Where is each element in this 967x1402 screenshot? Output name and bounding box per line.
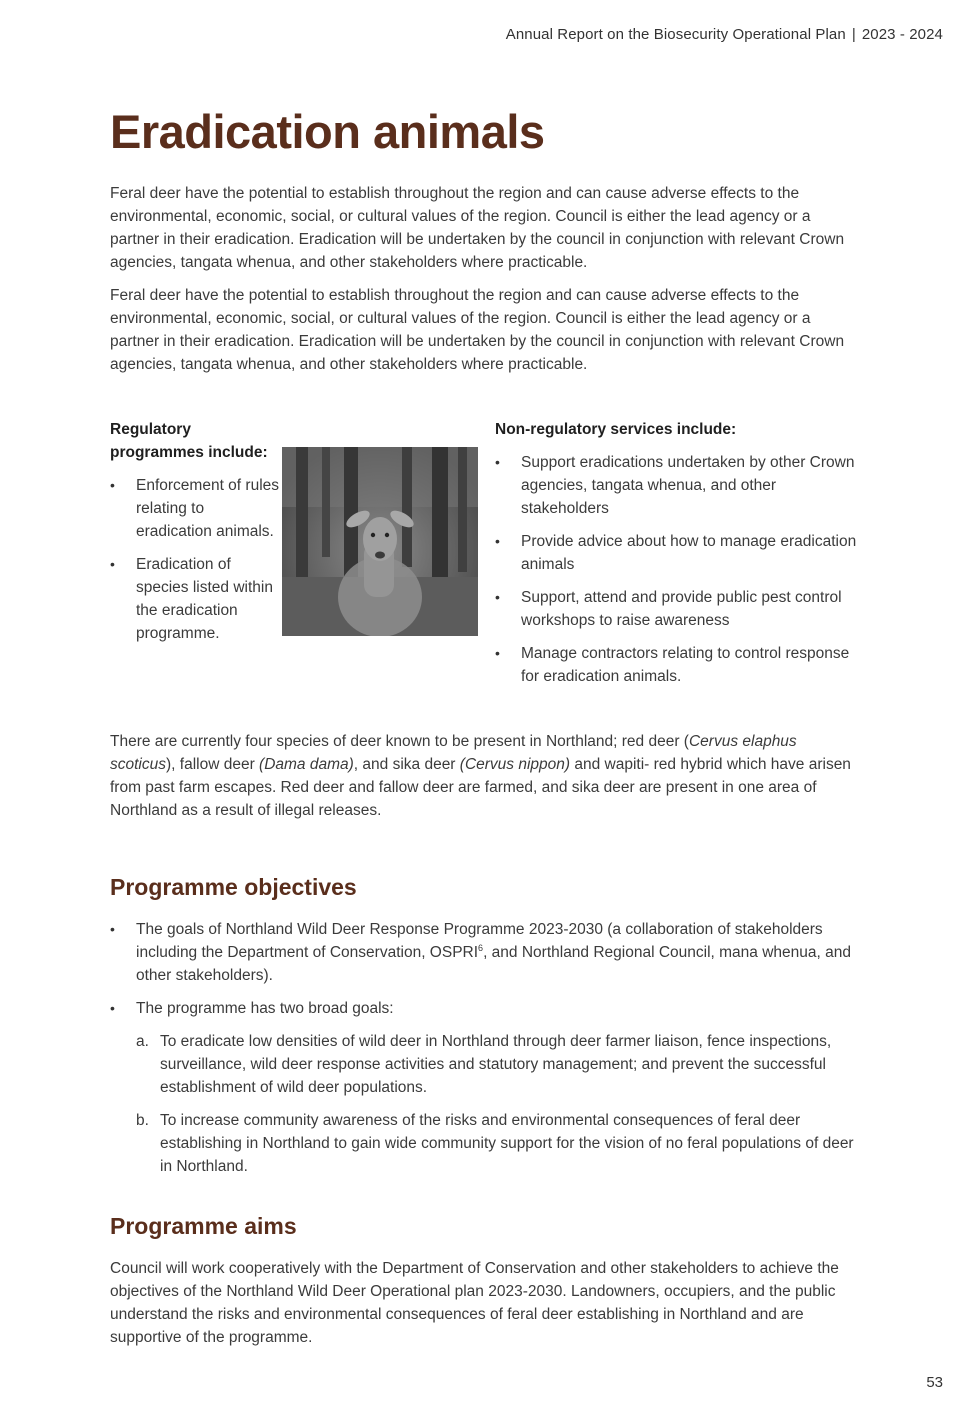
list-item: • Enforcement of rules relating to eradication animals.	[110, 474, 280, 543]
species-name-sika-deer: (Cervus nippon)	[459, 756, 571, 773]
list-item	[110, 918, 865, 987]
list-item: • Manage contractors relating to control response for eradication animals.	[495, 642, 865, 688]
deer-photo-illustration	[282, 447, 478, 636]
objectives-heading: Programme objectives	[110, 874, 357, 900]
non-regulatory-list	[495, 451, 865, 688]
report-title: Annual Report on the Biosecurity Operational Plan	[505, 26, 846, 43]
running-header	[506, 26, 943, 43]
aims-heading: Programme aims	[110, 1213, 297, 1239]
list-item: • Provide advice about how to manage eradication animals	[495, 530, 865, 576]
regulatory-heading: Regulatory programmes include:	[110, 421, 268, 461]
deer-photo	[282, 447, 478, 636]
intro-paragraph-1: Feral deer have the potential to establish throughout the region and can cause adverse effects to the environmental, economic, social, or cultural values of the region. Council is either the lead agency or a partner in their eradication. Eradication will be undertaken by the council in conjunction with relevant Crown agencies, tangata whenua, and other stakeholders where practicable.	[110, 185, 845, 271]
species-text: and wapiti- red hybrid which have arisen from past farm escapes. Red deer and fallow deer are farmed, and sika deer are present in one area of Northland as a result of illegal releases.	[110, 756, 851, 819]
list-item: • Support, attend and provide public pest control workshops to raise awareness	[495, 586, 865, 632]
goal-marker: a.	[136, 1033, 149, 1050]
non-regulatory-heading: Non-regulatory services include:	[495, 421, 737, 438]
species-text: There are currently four species of deer known to be present in Northland; red deer (	[110, 733, 689, 750]
page-title: Eradication animals	[110, 105, 545, 158]
report-years: 2023 - 2024	[861, 26, 943, 43]
goals-list	[110, 1030, 865, 1178]
header-separator: |	[851, 26, 856, 43]
list-item	[136, 1109, 865, 1178]
goal-text: To increase community awareness of the risks and environmental consequences of feral deer establishing in Northland to gain wide community support for the vision of no feral populations of deer in Northland.	[160, 1112, 854, 1175]
non-regulatory-column	[495, 418, 865, 698]
list-item: • Support eradications undertaken by other Crown agencies, tangata whenua, and other stakeholders	[495, 451, 865, 520]
intro-paragraph-2: Feral deer have the potential to establish throughout the region and can cause adverse effects to the environmental, economic, social, or cultural values of the region. Council is either the lead agency or a partner in their eradication. Eradication will be undertaken by the council in conjunction with relevant Crown agencies, tangata whenua, and other stakeholders where practicable.	[110, 287, 845, 373]
regulatory-column	[110, 418, 280, 655]
page-number: 53	[926, 1374, 943, 1391]
regulatory-list	[110, 474, 280, 645]
list-item: • The programme has two broad goals:	[110, 997, 865, 1020]
deer-species-paragraph	[110, 730, 862, 822]
species-text: , and sika deer	[353, 756, 460, 773]
objectives-list	[110, 918, 865, 1020]
intro-section	[110, 182, 860, 376]
goal-text: To eradicate low densities of wild deer in Northland through deer farmer liaison, fence inspections, surveillance, wild deer response activities and statutory management; and prevent the successful establishment of wild deer populations.	[160, 1033, 832, 1096]
goal-marker: b.	[136, 1112, 149, 1129]
list-item: • Eradication of species listed within the eradication programme.	[110, 553, 280, 645]
species-text: ), fallow deer	[166, 756, 260, 773]
species-name-red-deer: Cervus elaphus scoticus	[110, 733, 797, 773]
objective-text: The goals of Northland Wild Deer Response Programme 2023-2030 (a collaboration of stakeholders including the Department of Conservation, OSPRI	[136, 921, 823, 961]
footnote-ref: 6	[478, 942, 484, 953]
aims-paragraph: Council will work cooperatively with the Department of Conservation and other stakeholders to achieve the objectives of the Northland Wild Deer Operational plan 2023-2030. Landowners, occupiers, and the public understand the risks and environmental consequences of feral deer establishing in Northland and are supportive of the programme.	[110, 1260, 839, 1346]
objectives-section	[110, 918, 865, 1188]
species-name-fallow-deer: (Dama dama)	[259, 756, 354, 773]
objective-text: , and Northland Regional Council, mana whenua, and other stakeholders).	[136, 944, 851, 984]
list-item	[136, 1030, 865, 1099]
